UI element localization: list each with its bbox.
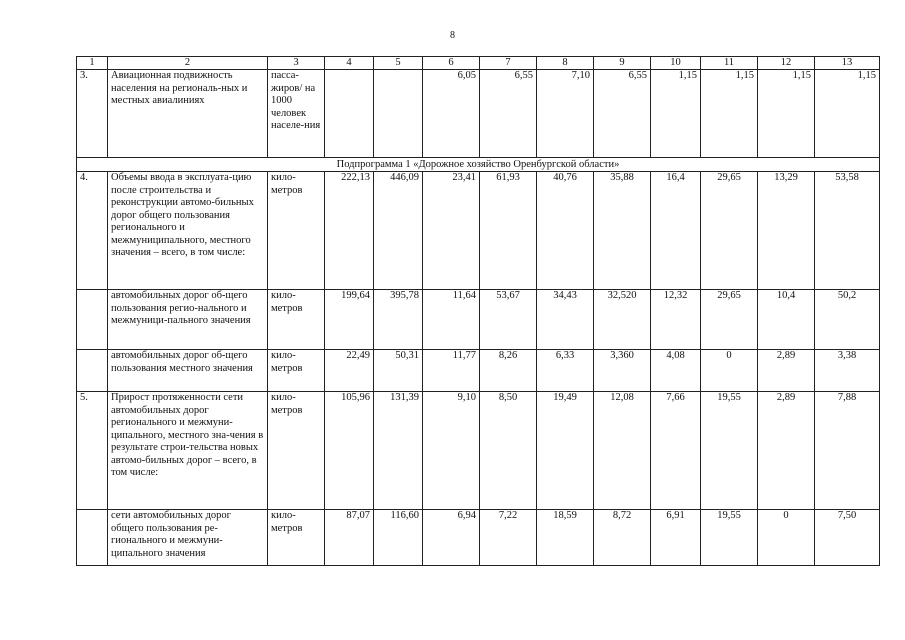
- value-cell: [374, 70, 423, 158]
- page-number: 8: [450, 30, 455, 41]
- column-number-cell: 9: [594, 57, 651, 70]
- value-cell: 12,08: [594, 392, 651, 510]
- row-number: 3.: [77, 70, 108, 158]
- value-cell: 1,15: [815, 70, 880, 158]
- value-cell: 19,49: [537, 392, 594, 510]
- indicator-name: автомобильных дорог об-щего пользования местного значения: [108, 350, 268, 392]
- value-cell: 22,49: [325, 350, 374, 392]
- value-cell: 11,77: [423, 350, 480, 392]
- value-cell: 35,88: [594, 172, 651, 290]
- value-cell: 8,26: [480, 350, 537, 392]
- value-cell: 87,07: [325, 510, 374, 566]
- value-cell: 7,50: [815, 510, 880, 566]
- row-number: [77, 290, 108, 350]
- table-row-commissioning-regional: [77, 290, 880, 350]
- column-number-row: [77, 57, 880, 70]
- value-cell: 0: [701, 350, 758, 392]
- value-cell: 10,4: [758, 290, 815, 350]
- value-cell: 13,29: [758, 172, 815, 290]
- value-cell: 131,39: [374, 392, 423, 510]
- value-cell: 8,50: [480, 392, 537, 510]
- unit-cell: кило-метров: [268, 510, 325, 566]
- unit-cell: кило-метров: [268, 350, 325, 392]
- column-number-cell: 10: [651, 57, 701, 70]
- unit-cell: кило-метров: [268, 172, 325, 290]
- value-cell: 1,15: [758, 70, 815, 158]
- value-cell: 222,13: [325, 172, 374, 290]
- section-row: [77, 158, 880, 172]
- value-cell: 6,94: [423, 510, 480, 566]
- column-number-cell: 8: [537, 57, 594, 70]
- value-cell: 8,72: [594, 510, 651, 566]
- value-cell: 34,43: [537, 290, 594, 350]
- value-cell: 19,55: [701, 392, 758, 510]
- value-cell: 4,08: [651, 350, 701, 392]
- table-row-aviation-mobility: [77, 70, 880, 158]
- value-cell: 29,65: [701, 290, 758, 350]
- value-cell: 7,88: [815, 392, 880, 510]
- value-cell: 19,55: [701, 510, 758, 566]
- column-number-cell: 1: [77, 57, 108, 70]
- table-row-network-growth-regional: [77, 510, 880, 566]
- value-cell: 61,93: [480, 172, 537, 290]
- value-cell: 7,22: [480, 510, 537, 566]
- column-number-cell: 7: [480, 57, 537, 70]
- value-cell: 50,31: [374, 350, 423, 392]
- table-row-commissioning-total: [77, 172, 880, 290]
- value-cell: 0: [758, 510, 815, 566]
- value-cell: 7,10: [537, 70, 594, 158]
- column-number-cell: 5: [374, 57, 423, 70]
- value-cell: 40,76: [537, 172, 594, 290]
- unit-cell: кило-метров: [268, 392, 325, 510]
- value-cell: 1,15: [651, 70, 701, 158]
- value-cell: [325, 70, 374, 158]
- value-cell: 11,64: [423, 290, 480, 350]
- indicator-name: сети автомобильных дорог общего пользования ре-гионального и межмуни-ципального значения: [108, 510, 268, 566]
- column-number-cell: 2: [108, 57, 268, 70]
- indicator-name: Авиационная подвижность населения на региональ-ных и местных авиалиниях: [108, 70, 268, 158]
- indicator-name: Прирост протяженности сети автомобильных дорог регионального и межмуни-ципального, местного зна-чения в результате строи-тельства новых автомо-бильных дорог – всего, в том числе:: [108, 392, 268, 510]
- row-number: [77, 510, 108, 566]
- value-cell: 1,15: [701, 70, 758, 158]
- value-cell: 105,96: [325, 392, 374, 510]
- value-cell: 53,58: [815, 172, 880, 290]
- table-row-commissioning-local: [77, 350, 880, 392]
- subprogram-title: Подпрограмма 1 «Дорожное хозяйство Оренбургской области»: [77, 158, 880, 172]
- value-cell: 50,2: [815, 290, 880, 350]
- column-number-cell: 11: [701, 57, 758, 70]
- value-cell: 116,60: [374, 510, 423, 566]
- value-cell: 3,360: [594, 350, 651, 392]
- indicators-table: [76, 56, 880, 566]
- column-number-cell: 3: [268, 57, 325, 70]
- row-number: 4.: [77, 172, 108, 290]
- value-cell: 446,09: [374, 172, 423, 290]
- value-cell: 2,89: [758, 350, 815, 392]
- table-row-network-growth-total: [77, 392, 880, 510]
- value-cell: 29,65: [701, 172, 758, 290]
- row-number: [77, 350, 108, 392]
- value-cell: 2,89: [758, 392, 815, 510]
- row-number: 5.: [77, 392, 108, 510]
- value-cell: 32,520: [594, 290, 651, 350]
- value-cell: 6,55: [480, 70, 537, 158]
- column-number-cell: 13: [815, 57, 880, 70]
- value-cell: 3,38: [815, 350, 880, 392]
- column-number-cell: 6: [423, 57, 480, 70]
- column-number-cell: 4: [325, 57, 374, 70]
- value-cell: 6,33: [537, 350, 594, 392]
- value-cell: 6,91: [651, 510, 701, 566]
- value-cell: 7,66: [651, 392, 701, 510]
- value-cell: 395,78: [374, 290, 423, 350]
- value-cell: 18,59: [537, 510, 594, 566]
- unit-cell: пасса-жиров/ на 1000 человек населе-ния: [268, 70, 325, 158]
- value-cell: 6,05: [423, 70, 480, 158]
- indicator-name: Объемы ввода в эксплуата-цию после строительства и реконструкции автомо-бильных дорог общего пользования регионального и межмуниципального, местного значения – всего, в том числе:: [108, 172, 268, 290]
- value-cell: 12,32: [651, 290, 701, 350]
- value-cell: 6,55: [594, 70, 651, 158]
- value-cell: 16,4: [651, 172, 701, 290]
- unit-cell: кило-метров: [268, 290, 325, 350]
- column-number-cell: 12: [758, 57, 815, 70]
- value-cell: 9,10: [423, 392, 480, 510]
- value-cell: 53,67: [480, 290, 537, 350]
- value-cell: 23,41: [423, 172, 480, 290]
- value-cell: 199,64: [325, 290, 374, 350]
- indicator-name: автомобильных дорог об-щего пользования регио-нального и межмуници-пального значения: [108, 290, 268, 350]
